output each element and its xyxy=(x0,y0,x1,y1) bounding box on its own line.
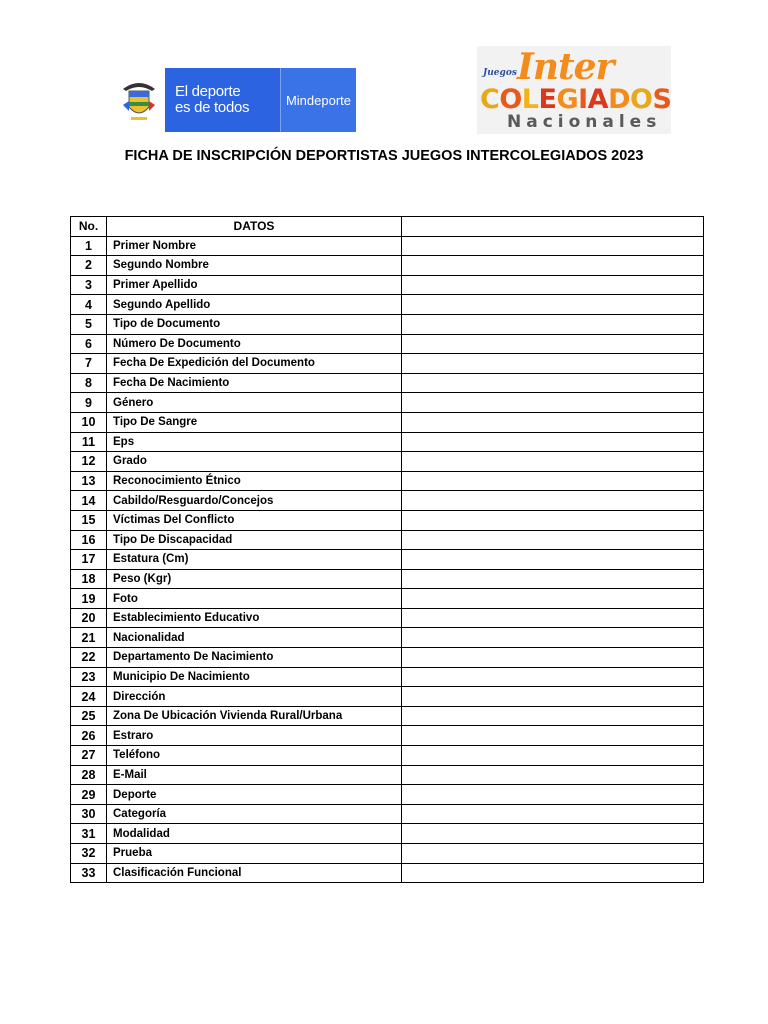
row-label: Primer Nombre xyxy=(107,236,402,256)
row-value-field[interactable] xyxy=(402,393,704,413)
row-label: Peso (Kgr) xyxy=(107,569,402,589)
row-value-field[interactable] xyxy=(402,471,704,491)
row-label: Tipo de Documento xyxy=(107,314,402,334)
row-label: Cabildo/Resguardo/Concejos xyxy=(107,491,402,511)
row-label: Categoría xyxy=(107,804,402,824)
row-value-field[interactable] xyxy=(402,354,704,374)
row-value-field[interactable] xyxy=(402,804,704,824)
row-value-field[interactable] xyxy=(402,706,704,726)
row-value-field[interactable] xyxy=(402,275,704,295)
row-number: 30 xyxy=(71,804,107,824)
table-row xyxy=(71,491,704,511)
row-number: 21 xyxy=(71,628,107,648)
row-number: 29 xyxy=(71,785,107,805)
row-value-field[interactable] xyxy=(402,824,704,844)
table-row xyxy=(71,765,704,785)
row-label: Tipo De Sangre xyxy=(107,412,402,432)
table-row xyxy=(71,373,704,393)
row-label: Establecimiento Educativo xyxy=(107,608,402,628)
row-number: 13 xyxy=(71,471,107,491)
row-number: 23 xyxy=(71,667,107,687)
row-value-field[interactable] xyxy=(402,785,704,805)
brand-block xyxy=(280,68,356,132)
intercolegiados-logo xyxy=(477,46,671,134)
table-row xyxy=(71,667,704,687)
row-label: Segundo Apellido xyxy=(107,295,402,315)
row-number: 33 xyxy=(71,863,107,883)
row-value-field[interactable] xyxy=(402,844,704,864)
row-label: Estatura (Cm) xyxy=(107,550,402,570)
row-value-field[interactable] xyxy=(402,648,704,668)
table-row xyxy=(71,785,704,805)
row-label: Reconocimiento Étnico xyxy=(107,471,402,491)
table-row xyxy=(71,726,704,746)
row-label: E-Mail xyxy=(107,765,402,785)
table-row xyxy=(71,706,704,726)
logo-juegos-text: Juegos xyxy=(483,68,517,78)
colombia-coat-of-arms-icon xyxy=(113,68,165,132)
row-number: 9 xyxy=(71,393,107,413)
logo-inter-text: Inter xyxy=(517,46,614,88)
table-row xyxy=(71,863,704,883)
slogan-line-2: es de todos xyxy=(175,99,250,116)
row-label: Estraro xyxy=(107,726,402,746)
row-value-field[interactable] xyxy=(402,432,704,452)
row-value-field[interactable] xyxy=(402,412,704,432)
row-number: 25 xyxy=(71,706,107,726)
table-row xyxy=(71,334,704,354)
row-value-field[interactable] xyxy=(402,491,704,511)
table-row xyxy=(71,256,704,276)
row-number: 14 xyxy=(71,491,107,511)
row-value-field[interactable] xyxy=(402,667,704,687)
row-number: 12 xyxy=(71,452,107,472)
row-value-field[interactable] xyxy=(402,295,704,315)
row-number: 1 xyxy=(71,236,107,256)
row-value-field[interactable] xyxy=(402,530,704,550)
column-header-datos: DATOS xyxy=(107,217,402,237)
table-row xyxy=(71,824,704,844)
table-row xyxy=(71,608,704,628)
row-label: Nacionalidad xyxy=(107,628,402,648)
row-label: Deporte xyxy=(107,785,402,805)
table-row xyxy=(71,393,704,413)
row-number: 28 xyxy=(71,765,107,785)
row-value-field[interactable] xyxy=(402,569,704,589)
row-number: 20 xyxy=(71,608,107,628)
table-row xyxy=(71,471,704,491)
table-body xyxy=(71,236,704,883)
row-number: 11 xyxy=(71,432,107,452)
row-number: 16 xyxy=(71,530,107,550)
row-label: Tipo De Discapacidad xyxy=(107,530,402,550)
logo-nacionales-text: Nacionales xyxy=(507,112,662,132)
row-label: Departamento De Nacimiento xyxy=(107,648,402,668)
mindeporte-logo xyxy=(113,68,356,132)
row-label: Fecha De Expedición del Documento xyxy=(107,354,402,374)
row-number: 2 xyxy=(71,256,107,276)
row-label: Municipio De Nacimiento xyxy=(107,667,402,687)
page-title: FICHA DE INSCRIPCIÓN DEPORTISTAS JUEGOS INTERCOLEGIADOS 2023 xyxy=(124,148,644,164)
registration-table xyxy=(70,216,704,883)
row-value-field[interactable] xyxy=(402,608,704,628)
row-value-field[interactable] xyxy=(402,765,704,785)
table-row xyxy=(71,569,704,589)
column-header-no: No. xyxy=(71,217,107,237)
row-number: 31 xyxy=(71,824,107,844)
row-label: Foto xyxy=(107,589,402,609)
table-row xyxy=(71,354,704,374)
row-label: Zona De Ubicación Vivienda Rural/Urbana xyxy=(107,706,402,726)
row-number: 24 xyxy=(71,687,107,707)
table-row xyxy=(71,648,704,668)
brand-name: Mindeporte xyxy=(285,92,352,108)
row-value-field[interactable] xyxy=(402,334,704,354)
table-row xyxy=(71,687,704,707)
column-header-value xyxy=(402,217,704,237)
table-header-row xyxy=(71,217,704,237)
table-row xyxy=(71,236,704,256)
logo-colegiados-text: COLEGIADOS xyxy=(480,84,672,115)
row-number: 27 xyxy=(71,746,107,766)
row-number: 8 xyxy=(71,373,107,393)
row-label: Víctimas Del Conflicto xyxy=(107,510,402,530)
table-row xyxy=(71,412,704,432)
row-value-field[interactable] xyxy=(402,236,704,256)
row-value-field[interactable] xyxy=(402,589,704,609)
row-label: Grado xyxy=(107,452,402,472)
table-row xyxy=(71,432,704,452)
row-number: 22 xyxy=(71,648,107,668)
table-row xyxy=(71,550,704,570)
row-number: 32 xyxy=(71,844,107,864)
row-label: Eps xyxy=(107,432,402,452)
row-number: 17 xyxy=(71,550,107,570)
row-value-field[interactable] xyxy=(402,746,704,766)
row-number: 7 xyxy=(71,354,107,374)
table-row xyxy=(71,589,704,609)
table-row xyxy=(71,628,704,648)
table-row xyxy=(71,314,704,334)
table-row xyxy=(71,510,704,530)
table-row xyxy=(71,530,704,550)
slogan-block xyxy=(165,68,280,132)
row-label: Primer Apellido xyxy=(107,275,402,295)
row-value-field[interactable] xyxy=(402,550,704,570)
row-number: 5 xyxy=(71,314,107,334)
row-label: Clasificación Funcional xyxy=(107,863,402,883)
row-value-field[interactable] xyxy=(402,628,704,648)
row-label: Segundo Nombre xyxy=(107,256,402,276)
row-label: Dirección xyxy=(107,687,402,707)
table-row xyxy=(71,844,704,864)
table-row xyxy=(71,452,704,472)
row-value-field[interactable] xyxy=(402,726,704,746)
row-label: Género xyxy=(107,393,402,413)
row-value-field[interactable] xyxy=(402,314,704,334)
row-number: 19 xyxy=(71,589,107,609)
row-value-field[interactable] xyxy=(402,452,704,472)
row-number: 6 xyxy=(71,334,107,354)
row-number: 10 xyxy=(71,412,107,432)
row-number: 15 xyxy=(71,510,107,530)
row-value-field[interactable] xyxy=(402,373,704,393)
row-label: Fecha De Nacimiento xyxy=(107,373,402,393)
table-row xyxy=(71,746,704,766)
row-label: Número De Documento xyxy=(107,334,402,354)
table-row xyxy=(71,275,704,295)
row-value-field[interactable] xyxy=(402,863,704,883)
slogan-line-1: El deporte xyxy=(175,83,241,100)
row-label: Modalidad xyxy=(107,824,402,844)
row-value-field[interactable] xyxy=(402,256,704,276)
row-number: 26 xyxy=(71,726,107,746)
row-number: 18 xyxy=(71,569,107,589)
row-value-field[interactable] xyxy=(402,510,704,530)
row-number: 4 xyxy=(71,295,107,315)
row-number: 3 xyxy=(71,275,107,295)
row-value-field[interactable] xyxy=(402,687,704,707)
table-row xyxy=(71,295,704,315)
row-label: Prueba xyxy=(107,844,402,864)
table-row xyxy=(71,804,704,824)
row-label: Teléfono xyxy=(107,746,402,766)
